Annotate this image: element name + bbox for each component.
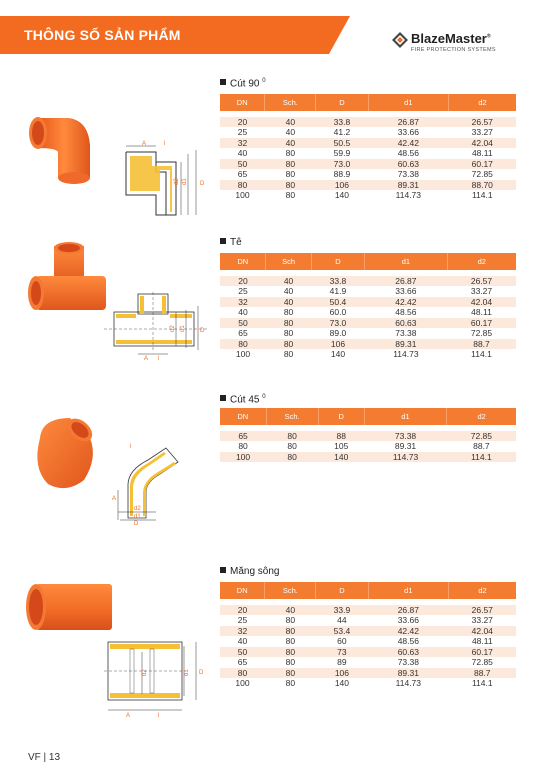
table-row <box>220 159 516 170</box>
table-cell: 33.66 <box>365 286 447 297</box>
column-header: DN <box>220 253 266 273</box>
dim-label-d1: d1 <box>182 178 188 185</box>
table-cell: 50 <box>220 647 265 658</box>
table-cell: 80 <box>265 180 316 191</box>
table-cell: 50 <box>220 159 265 170</box>
dim-label-a: A <box>142 141 147 147</box>
table-cell: 48.11 <box>449 636 516 647</box>
section-title-text: Cút 45 <box>230 394 260 406</box>
table-cell: 140 <box>316 678 368 689</box>
table-cell: 80 <box>266 339 311 350</box>
table-cell: 60.17 <box>447 318 516 329</box>
table-cell: 40 <box>220 636 265 647</box>
table-row <box>220 452 516 463</box>
column-header: D <box>311 253 365 273</box>
table-row <box>220 180 516 191</box>
elbow-90-diagram <box>106 140 216 220</box>
table-cell: 48.11 <box>449 148 516 159</box>
table-cell: 33.66 <box>368 615 448 626</box>
table-cell: 106 <box>311 339 365 350</box>
column-header: Sch <box>266 253 311 273</box>
dim-label-d2: d2 <box>170 325 176 332</box>
table-cell: 40 <box>266 273 311 286</box>
table-cell: 114.73 <box>364 452 446 463</box>
table-cell: 114.1 <box>449 190 516 201</box>
table-cell: 106 <box>316 180 368 191</box>
table-cell: 60.0 <box>311 307 365 318</box>
table-cell: 26.87 <box>368 114 448 127</box>
table-cell: 80 <box>265 636 316 647</box>
table-cell: 140 <box>316 190 368 201</box>
table-cell: 88.7 <box>449 668 516 679</box>
dim-label-a: A <box>126 713 131 719</box>
table-cell: 33.27 <box>447 286 516 297</box>
dim-label-a: A <box>112 496 117 502</box>
table-cell: 65 <box>220 428 266 441</box>
column-header: Sch. <box>266 408 318 428</box>
table-cell: 105 <box>318 441 364 452</box>
table-cell: 26.87 <box>365 273 447 286</box>
table-cell: 60 <box>316 636 368 647</box>
table-cell: 20 <box>220 602 265 615</box>
column-header: d2 <box>449 94 516 114</box>
table-row <box>220 138 516 149</box>
column-header: D <box>316 582 368 602</box>
table-cell: 65 <box>220 169 265 180</box>
table-cell: 80 <box>220 180 265 191</box>
dim-label-l: l <box>158 713 160 719</box>
table-cell: 80 <box>220 668 265 679</box>
column-header: d1 <box>365 253 447 273</box>
table-cell: 114.1 <box>447 452 516 463</box>
table-cell: 100 <box>220 190 265 201</box>
column-header: d2 <box>447 408 516 428</box>
table-row <box>220 626 516 637</box>
column-header: d1 <box>368 94 448 114</box>
table-cell: 80 <box>266 307 311 318</box>
table-cell: 73.38 <box>365 328 447 339</box>
bullet-square-icon <box>220 567 226 573</box>
table-cell: 26.57 <box>447 273 516 286</box>
dim-label-l: l <box>130 444 132 450</box>
table-row <box>220 339 516 350</box>
table-cell: 89.31 <box>368 668 448 679</box>
tee-diagram <box>100 292 215 362</box>
column-header: d1 <box>368 582 448 602</box>
table-row <box>220 273 516 286</box>
table-row <box>220 127 516 138</box>
table-cell: 88.9 <box>316 169 368 180</box>
table-cell: 80 <box>265 668 316 679</box>
table-cell: 26.57 <box>449 602 516 615</box>
table-cell: 114.73 <box>368 190 448 201</box>
table-cell: 33.9 <box>316 602 368 615</box>
table-cell: 73.38 <box>368 657 448 668</box>
table-header-row <box>220 582 516 602</box>
table-cell: 80 <box>265 647 316 658</box>
table-cell: 80 <box>266 452 318 463</box>
column-header: d2 <box>447 253 516 273</box>
table-cell: 80 <box>265 190 316 201</box>
table-row <box>220 297 516 308</box>
table-cell: 48.11 <box>447 307 516 318</box>
table-row <box>220 602 516 615</box>
table-cell: 100 <box>220 678 265 689</box>
column-header: D <box>318 408 364 428</box>
table-cell: 100 <box>220 452 266 463</box>
dim-label-a: A <box>144 356 149 362</box>
coupling-diagram <box>100 634 215 719</box>
table-cell: 80 <box>265 678 316 689</box>
table-cell: 32 <box>220 297 266 308</box>
table-cell: 42.04 <box>449 138 516 149</box>
section-title-text: Tê <box>230 237 242 248</box>
table-cell: 50.5 <box>316 138 368 149</box>
table-cell: 50.4 <box>311 297 365 308</box>
table-cell: 40 <box>265 114 316 127</box>
table-header-row <box>220 94 516 114</box>
column-header: d2 <box>449 582 516 602</box>
spec-table-coupling <box>220 582 516 689</box>
table-cell: 40 <box>220 307 266 318</box>
table-cell: 114.1 <box>449 678 516 689</box>
table-cell: 60.63 <box>368 647 448 658</box>
table-cell: 33.8 <box>316 114 368 127</box>
table-row <box>220 190 516 201</box>
table-cell: 40 <box>265 127 316 138</box>
table-cell: 88.70 <box>449 180 516 191</box>
dim-label-D: D <box>134 521 139 525</box>
table-row <box>220 678 516 689</box>
dim-label-D: D <box>200 181 205 187</box>
dim-label-d1: d1 <box>184 669 190 676</box>
elbow-45-photo <box>22 408 112 498</box>
page-number: VF | 13 <box>28 752 61 763</box>
table-row <box>220 148 516 159</box>
table-cell: 80 <box>265 148 316 159</box>
table-cell: 50 <box>220 318 266 329</box>
table-header-row <box>220 253 516 273</box>
table-row <box>220 657 516 668</box>
table-cell: 80 <box>266 441 318 452</box>
table-cell: 73.38 <box>368 169 448 180</box>
bullet-square-icon <box>220 238 226 244</box>
table-cell: 33.27 <box>449 615 516 626</box>
dim-label-D: D <box>200 328 205 334</box>
coupling-photo <box>20 578 120 638</box>
table-cell: 33.66 <box>368 127 448 138</box>
table-cell: 42.42 <box>365 297 447 308</box>
table-cell: 100 <box>220 349 266 360</box>
spec-table-tee <box>220 253 516 360</box>
column-header: DN <box>220 582 265 602</box>
section-title-text: Măng sông <box>230 566 280 577</box>
dim-label-l: l <box>158 356 160 362</box>
elbow-45-diagram <box>108 440 188 525</box>
table-row <box>220 615 516 626</box>
table-row <box>220 114 516 127</box>
table-row <box>220 441 516 452</box>
table-cell: 32 <box>220 138 265 149</box>
column-header: Sch. <box>265 94 316 114</box>
table-cell: 114.1 <box>447 349 516 360</box>
table-cell: 88 <box>318 428 364 441</box>
table-cell: 48.56 <box>368 636 448 647</box>
section-title-elbow-45 <box>220 394 266 405</box>
table-cell: 48.56 <box>365 307 447 318</box>
table-cell: 60.63 <box>365 318 447 329</box>
section-title-elbow-90 <box>220 78 266 89</box>
section-title-coupling <box>220 566 279 577</box>
table-cell: 72.85 <box>447 328 516 339</box>
table-row <box>220 428 516 441</box>
bullet-square-icon <box>220 395 226 401</box>
spec-table-elbow-45 <box>220 408 516 462</box>
dim-label-D: D <box>199 670 204 676</box>
table-cell: 80 <box>220 441 266 452</box>
tee-photo <box>22 238 112 328</box>
column-header: DN <box>220 408 266 428</box>
table-cell: 25 <box>220 286 266 297</box>
table-cell: 40 <box>220 148 265 159</box>
logo-subtitle: FIRE PROTECTION SYSTEMS <box>411 47 496 53</box>
table-cell: 114.73 <box>365 349 447 360</box>
table-cell: 26.87 <box>368 602 448 615</box>
table-cell: 41.9 <box>311 286 365 297</box>
table-cell: 20 <box>220 114 265 127</box>
table-row <box>220 169 516 180</box>
table-cell: 42.42 <box>368 626 448 637</box>
table-cell: 72.85 <box>449 657 516 668</box>
table-cell: 33.8 <box>311 273 365 286</box>
dim-label-d1: d1 <box>180 325 186 332</box>
column-header: DN <box>220 94 265 114</box>
table-cell: 25 <box>220 615 265 626</box>
column-header: d1 <box>364 408 446 428</box>
table-cell: 106 <box>316 668 368 679</box>
table-row <box>220 647 516 658</box>
table-cell: 114.73 <box>368 678 448 689</box>
table-cell: 73.0 <box>316 159 368 170</box>
elbow-90-photo <box>18 100 108 190</box>
brand-logo <box>392 30 522 60</box>
table-cell: 80 <box>266 349 311 360</box>
table-cell: 80 <box>266 428 318 441</box>
table-cell: 20 <box>220 273 266 286</box>
table-cell: 60.17 <box>449 159 516 170</box>
table-cell: 40 <box>265 602 316 615</box>
table-row <box>220 318 516 329</box>
table-cell: 72.85 <box>447 428 516 441</box>
table-cell: 26.57 <box>449 114 516 127</box>
table-cell: 33.27 <box>449 127 516 138</box>
table-header-row <box>220 408 516 428</box>
table-cell: 73.0 <box>311 318 365 329</box>
table-cell: 72.85 <box>449 169 516 180</box>
logo-trademark: ® <box>486 33 491 40</box>
table-cell: 42.04 <box>447 297 516 308</box>
table-cell: 42.04 <box>449 626 516 637</box>
column-header: D <box>316 94 368 114</box>
logo-name: BlazeMaster <box>411 31 487 46</box>
table-cell: 80 <box>265 615 316 626</box>
table-cell: 80 <box>265 169 316 180</box>
bullet-square-icon <box>220 79 226 85</box>
dim-label-d1: d1 <box>134 514 141 520</box>
table-cell: 89.31 <box>365 339 447 350</box>
section-title-tee <box>220 237 242 248</box>
table-cell: 48.56 <box>368 148 448 159</box>
table-cell: 89.31 <box>364 441 446 452</box>
table-cell: 40 <box>266 297 311 308</box>
table-cell: 80 <box>265 626 316 637</box>
table-cell: 44 <box>316 615 368 626</box>
table-cell: 80 <box>265 159 316 170</box>
table-row <box>220 636 516 647</box>
table-cell: 60.63 <box>368 159 448 170</box>
table-cell: 88.7 <box>447 441 516 452</box>
logo-mark-icon <box>392 32 408 48</box>
table-cell: 80 <box>266 318 311 329</box>
degree-mark: 0 <box>262 394 266 400</box>
section-title-text: Cút 90 <box>230 78 260 90</box>
table-cell: 89.0 <box>311 328 365 339</box>
table-row <box>220 307 516 318</box>
column-header: Sch. <box>265 582 316 602</box>
table-cell: 89.31 <box>368 180 448 191</box>
table-cell: 53.4 <box>316 626 368 637</box>
table-row <box>220 286 516 297</box>
dim-label-d2: d2 <box>174 178 180 185</box>
page-title: THÔNG SỐ SẢN PHẨM <box>24 27 181 43</box>
spec-table-elbow-90 <box>220 94 516 201</box>
table-cell: 89 <box>316 657 368 668</box>
table-cell: 73 <box>316 647 368 658</box>
table-cell: 25 <box>220 127 265 138</box>
table-cell: 59.9 <box>316 148 368 159</box>
dim-label-d2: d2 <box>142 669 148 676</box>
table-row <box>220 668 516 679</box>
table-cell: 40 <box>265 138 316 149</box>
table-cell: 60.17 <box>449 647 516 658</box>
table-cell: 80 <box>220 339 266 350</box>
table-row <box>220 328 516 339</box>
table-cell: 73.38 <box>364 428 446 441</box>
table-cell: 42.42 <box>368 138 448 149</box>
table-cell: 32 <box>220 626 265 637</box>
table-cell: 65 <box>220 657 265 668</box>
dim-label-d2: d2 <box>134 506 141 512</box>
table-row <box>220 349 516 360</box>
dim-label-l: l <box>164 141 166 147</box>
table-cell: 88.7 <box>447 339 516 350</box>
table-cell: 140 <box>318 452 364 463</box>
table-cell: 40 <box>266 286 311 297</box>
table-cell: 65 <box>220 328 266 339</box>
table-cell: 80 <box>266 328 311 339</box>
table-cell: 80 <box>265 657 316 668</box>
degree-mark: 0 <box>262 78 266 84</box>
table-cell: 41.2 <box>316 127 368 138</box>
table-cell: 140 <box>311 349 365 360</box>
